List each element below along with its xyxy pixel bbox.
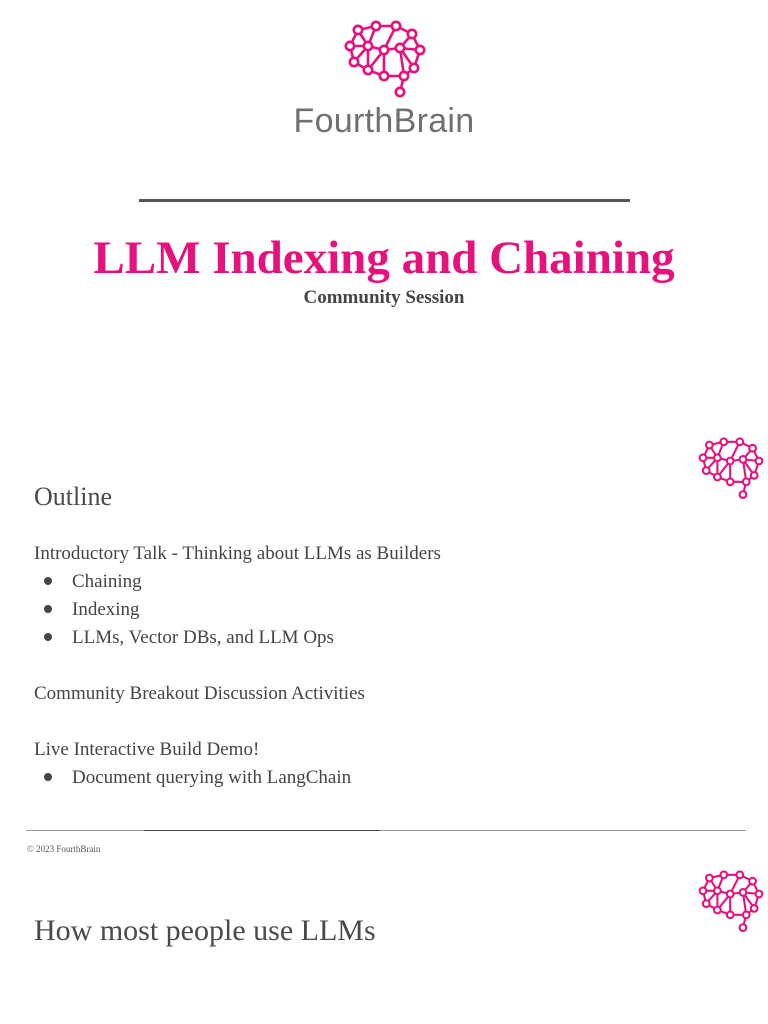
outline-section-demo: Live Interactive Build Demo! [34, 739, 260, 760]
bullet-item [44, 627, 334, 649]
bullet-dot [44, 633, 52, 641]
bullet-dot [44, 605, 52, 613]
deck-subtitle: Community Session [303, 287, 465, 308]
brain-corner-icon [698, 437, 764, 501]
bullet-item [44, 767, 351, 789]
brain-logo-icon [344, 20, 426, 100]
outline-heading: Outline [34, 482, 112, 511]
brand-name: FourthBrain [293, 102, 475, 140]
bullet-text: Document querying with LangChain [72, 767, 352, 788]
bullet-item [44, 599, 140, 621]
footer-divider [26, 830, 746, 831]
bullet-item [44, 571, 142, 593]
bullet-dot [44, 773, 52, 781]
bullet-text: Indexing [72, 599, 140, 620]
next-slide-heading: How most people use LLMs [34, 914, 376, 947]
bullet-text: Chaining [72, 571, 142, 592]
title-divider [139, 199, 630, 202]
outline-section-breakout: Community Breakout Discussion Activities [34, 683, 365, 704]
bullet-text: LLMs, Vector DBs, and LLM Ops [72, 627, 334, 648]
copyright-notice: © 2023 FourthBrain [27, 844, 101, 854]
bullet-dot [44, 577, 52, 585]
outline-section-intro: Introductory Talk - Thinking about LLMs as Builders [34, 543, 441, 564]
deck-title: LLM Indexing and Chaining [93, 232, 675, 284]
brain-corner-icon [698, 870, 764, 934]
